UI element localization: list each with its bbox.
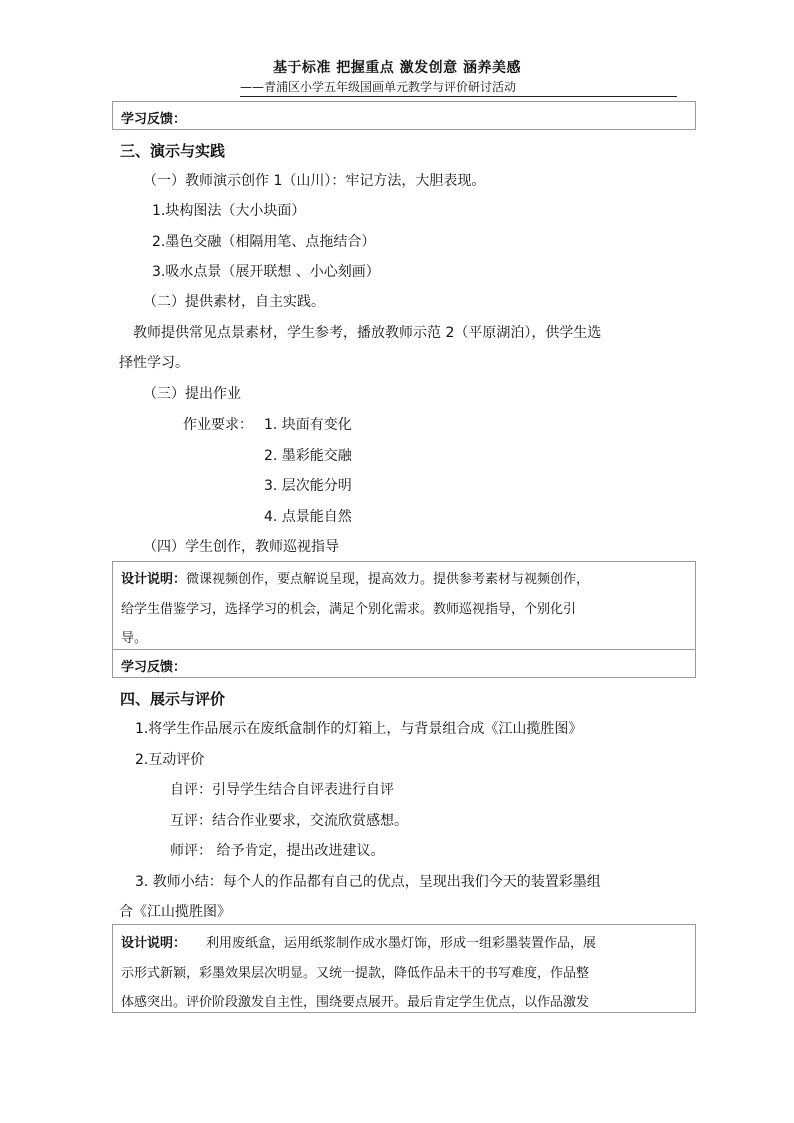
design-note-line: 体感突出。评价阶段激发自主性，围绕要点展开。最后肯定学生优点，以作品激发 (121, 995, 590, 1010)
step-teacher-demo: （一）教师演示创作 1（山川）：牢记方法，大胆表现。 (143, 173, 486, 189)
step-materials-body-cont: 择性学习。 (119, 355, 189, 371)
design-note-box-2 (112, 924, 696, 1013)
teacher-summary-cont: 合《江山揽胜图》 (119, 904, 231, 920)
self-evaluation: 自评：引导学生结合自评表进行自评 (170, 782, 394, 798)
method-item: 3.吸水点景（展开联想 、小心刻画） (152, 264, 380, 280)
page-title: 基于标准 把握重点 激发创意 涵养美感 (272, 60, 522, 76)
requirement-item: 1. 块面有变化 (264, 417, 352, 433)
design-note-line: 给学生借鉴学习，选择学习的机会，满足个别化需求。教师巡视指导，个别化引 (121, 602, 577, 617)
feedback-box-top (112, 101, 696, 130)
page-subtitle: ——青浦区小学五年级国画单元教学与评价研讨活动 (240, 80, 517, 94)
design-note-text: 利用废纸盒，运用纸浆制作成水墨灯饰，形成一组彩墨装置作品，展 (206, 936, 597, 951)
step-provide-materials: （二）提供素材，自主实践。 (143, 294, 325, 310)
design-note-line: 导。 (121, 631, 148, 646)
design-note-label: 设计说明： (121, 572, 187, 587)
step-student-creation: （四）学生创作，教师巡视指导 (143, 539, 339, 555)
design-note-line (121, 932, 596, 951)
design-note-line: 示形式新颖，彩墨效果层次明显。又统一提款，降低作品未干的书写难度，作品整 (121, 966, 590, 981)
peer-evaluation: 互评：结合作业要求，交流欣赏感想。 (170, 813, 408, 829)
display-item: 1.将学生作品展示在废纸盒制作的灯箱上，与背景组合成《江山揽胜图》 (135, 721, 583, 737)
teacher-summary: 3. 教师小结：每个人的作品都有自己的优点，呈现出我们今天的装置彩墨组 (135, 874, 601, 890)
design-note-label: 设计说明： (121, 936, 187, 951)
feedback-label: 学习反馈： (121, 660, 187, 675)
requirement-label: 作业要求： (183, 417, 253, 433)
design-note-box-1 (112, 561, 696, 650)
step-assign-homework: （三）提出作业 (143, 386, 241, 402)
requirement-item: 3. 层次能分明 (264, 478, 352, 494)
design-note-text: 微课视频创作，要点解说呈现，提高效力。提供参考素材与视频创作， (186, 572, 590, 587)
feedback-box-2 (112, 649, 696, 678)
requirement-item: 4. 点景能自然 (264, 509, 352, 525)
section-heading-display-evaluation: 四、展示与评价 (120, 690, 226, 708)
design-note-line (121, 568, 589, 587)
method-item: 1.块构图法（大小块面） (152, 203, 306, 219)
step-materials-body: 教师提供常见点景素材，学生参考，播放教师示范 2（平原湖泊），供学生选 (133, 325, 602, 341)
feedback-label: 学习反馈： (121, 112, 187, 127)
method-item: 2.墨色交融（相隔用笔、点拖结合） (152, 234, 376, 250)
header-divider (240, 96, 677, 97)
display-item: 2.互动评价 (135, 752, 205, 768)
requirement-item: 2. 墨彩能交融 (264, 448, 352, 464)
teacher-evaluation: 师评： 给予肯定，提出改进建议。 (170, 843, 385, 859)
section-heading-demo-practice: 三、演示与实践 (120, 142, 226, 160)
